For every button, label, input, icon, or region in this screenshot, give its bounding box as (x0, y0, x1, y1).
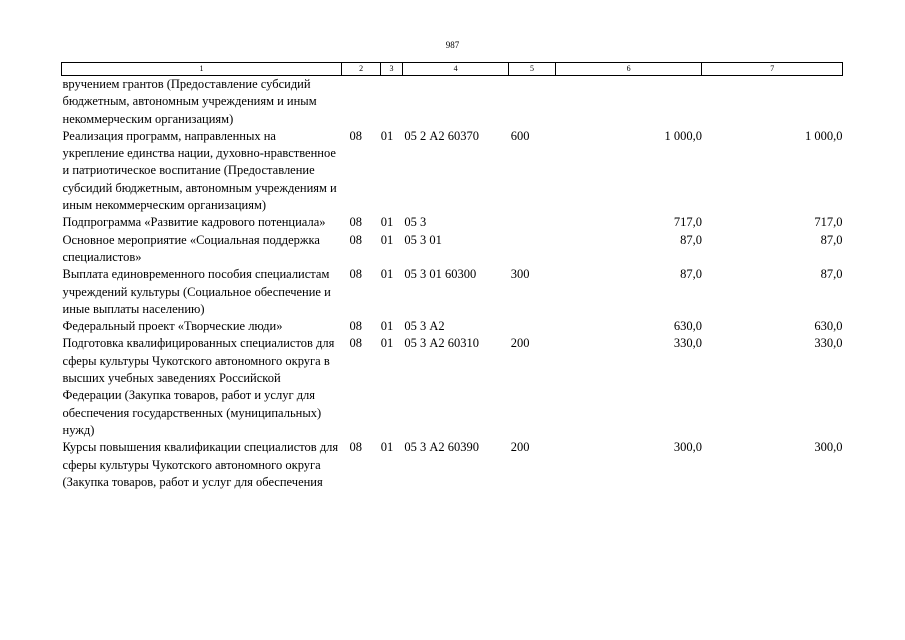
header-col-5: 5 (509, 63, 555, 76)
row-name: Подготовка квалифицированных специалистов для сферы культуры Чукотского автономного округа в высших учебных заведениях Российской Федерации (Закупка товаров, работ и услуг для обеспечения государственных (муниципальных) нужд) (62, 336, 335, 437)
row-value-col6: 300,0 (673, 440, 702, 455)
header-col-2: 2 (341, 63, 380, 76)
table-row (62, 214, 843, 231)
row-program-code: 05 3 А2 60310 (404, 336, 480, 351)
budget-table (61, 62, 843, 491)
table-row (62, 128, 843, 214)
row-subsection: 01 (380, 336, 394, 351)
row-section: 08 (349, 440, 362, 455)
budget-table-container (61, 62, 843, 491)
row-subsection: 01 (380, 319, 394, 334)
table-row (62, 335, 843, 439)
row-section: 08 (349, 128, 362, 143)
row-expense-type (509, 232, 555, 267)
row-section: 08 (349, 336, 362, 351)
header-row (62, 63, 843, 76)
row-value-col7: 300,0 (814, 440, 843, 455)
row-value-col6: 717,0 (673, 215, 702, 230)
row-value-col7: 1 000,0 (805, 128, 843, 143)
row-section: 08 (349, 215, 362, 230)
table-row (62, 232, 843, 267)
row-section: 08 (349, 319, 362, 334)
row-name: Выплата единовременного пособия специалистам учреждений культуры (Социальное обеспечение и иные выплаты населению) (62, 267, 331, 316)
row-name: вручением грантов (Предоставление субсидий бюджетным, автономным учреждениям и иным некоммерческим организациям) (62, 77, 317, 126)
row-name: Подпрограмма «Развитие кадрового потенциала» (62, 215, 326, 230)
row-name: Курсы повышения квалификации специалистов для сферы культуры Чукотского автономного округа (Закупка товаров, работ и услуг для обеспечения (62, 440, 339, 489)
row-value-col6: 87,0 (680, 267, 702, 282)
row-value-col6: 87,0 (680, 232, 702, 247)
row-program-code: 05 3 01 60300 (404, 267, 477, 282)
row-expense-type: 200 (510, 440, 530, 455)
header-col-3: 3 (381, 63, 403, 76)
row-subsection: 01 (380, 128, 394, 143)
row-program-code: 05 2 А2 60370 (404, 128, 480, 143)
row-subsection: 01 (380, 440, 394, 455)
row-program-code (402, 76, 508, 128)
row-expense-type: 300 (510, 267, 530, 282)
row-value-col6: 1 000,0 (664, 128, 702, 143)
row-subsection: 01 (380, 267, 394, 282)
row-program-code: 05 3 А2 60390 (404, 440, 480, 455)
table-row (62, 439, 843, 491)
row-expense-type (509, 76, 555, 128)
header-col-1: 1 (62, 63, 342, 76)
table-row (62, 318, 843, 335)
header-col-7: 7 (702, 63, 843, 76)
row-section (341, 76, 380, 128)
row-value-col6 (555, 76, 702, 128)
row-expense-type: 600 (510, 128, 530, 143)
row-value-col7: 717,0 (814, 215, 843, 230)
table-header (62, 63, 843, 76)
row-value-col7 (702, 76, 843, 128)
row-program-code: 05 3 01 (404, 232, 442, 247)
row-value-col7: 630,0 (814, 319, 843, 334)
row-expense-type (509, 318, 555, 335)
row-subsection: 01 (380, 215, 394, 230)
header-col-6: 6 (555, 63, 702, 76)
row-value-col7: 87,0 (820, 232, 843, 247)
row-section: 08 (349, 267, 362, 282)
table-row (62, 266, 843, 318)
row-program-code: 05 3 (404, 215, 427, 230)
row-name: Федеральный проект «Творческие люди» (62, 319, 283, 334)
row-expense-type: 200 (510, 336, 530, 351)
row-name: Основное мероприятие «Социальная поддержка специалистов» (62, 232, 320, 264)
header-col-4: 4 (402, 63, 508, 76)
table-row (62, 76, 843, 128)
row-expense-type (509, 214, 555, 231)
row-value-col7: 330,0 (814, 336, 843, 351)
row-value-col7: 87,0 (820, 267, 843, 282)
row-section: 08 (349, 232, 362, 247)
row-subsection (381, 76, 403, 128)
row-value-col6: 630,0 (673, 319, 702, 334)
page-number: 987 (445, 40, 460, 50)
row-program-code: 05 3 А2 (404, 319, 445, 334)
row-subsection: 01 (380, 232, 394, 247)
row-value-col6: 330,0 (673, 336, 702, 351)
table-body (62, 76, 843, 492)
row-name: Реализация программ, направленных на укрепление единства нации, духовно-нравственное и патриотическое воспитание (Предоставление субсидий бюджетным, автономным учреждениям и иным некоммерческим организациям) (62, 128, 337, 213)
